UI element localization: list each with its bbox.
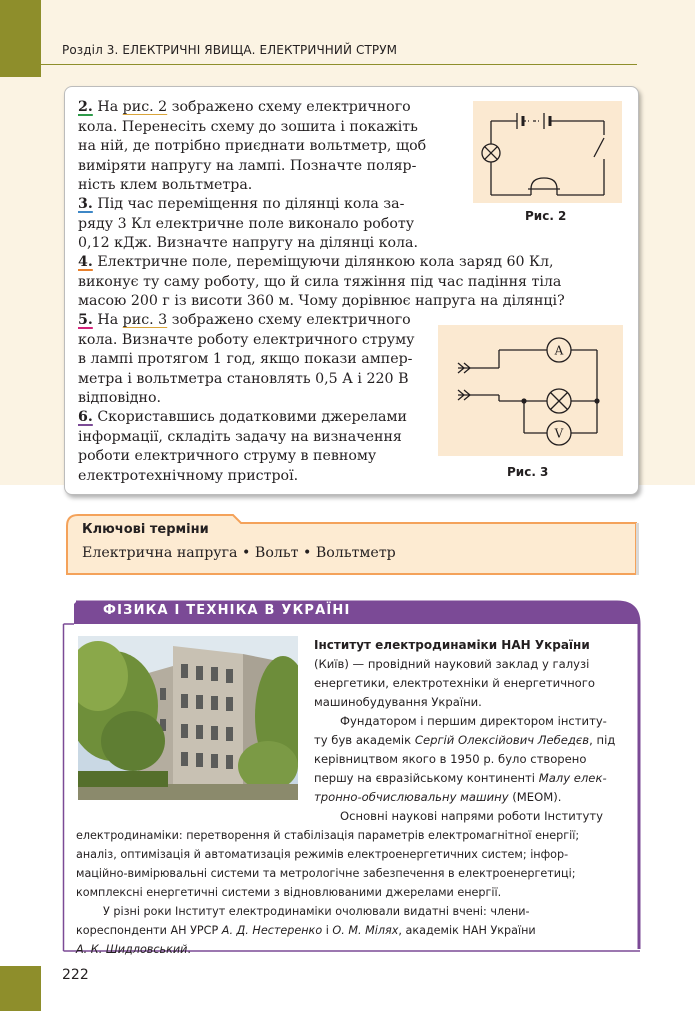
figure-3-circuit [438,325,623,456]
task-4-line-1: 4. Електричне поле, переміщуючи ділянкою кола заряд 60 Кл, [78,254,554,270]
physics-line-13: маційно-вимірювальні системи та метрологічне забезпечення в електроенергетиці; [76,867,576,880]
institute-building-photo [78,636,298,800]
task-5-line-5: відповідно. [78,390,162,406]
task-3-line-3: 0,12 кДж. Визначте напругу на ділянці кола. [78,235,419,251]
physics-line-17: А. К. Шидловський. [76,943,191,956]
physics-line-11: електродинаміки: перетворення й стабілізація параметрів електромагнітної енергії; [76,829,580,842]
task-4-line-2: виконує ту саму роботу, що й сила тяжіння під час падіння тіла [78,273,562,290]
task-5-line-4: метра і вольтметра становлять 0,5 А і 220 В [78,370,409,387]
physics-line-4: машинобудування України. [314,695,482,709]
key-terms-list: Електрична напруга • Вольт • Вольтметр [82,545,396,561]
physics-line-3: енергетики, електротехніки й енергетичного [314,676,595,690]
physics-line-12: аналіз, оптимізація й автоматизація режимів електроенергетичних систем; інфор- [76,848,569,861]
header-tab [0,0,41,77]
task-3-line-2: ряду 3 Кл електричне поле виконало роботу [78,215,415,232]
figure-reference: рис. 2 [122,99,168,115]
figure-3-caption: Рис. 3 [507,465,549,479]
page-number: 222 [62,967,89,983]
task-5-line-1: 5. На рис. 3 зображено схему електричного [78,312,411,328]
task-2-line-2: кола. Перенесіть схему до зошита і покажіть [78,118,418,135]
task-number: 3. [78,196,93,212]
task-number: 2. [78,99,93,115]
physics-line-16: кореспонденти АН УРСР А. Д. Нестеренко і О. М. Мілях, академік НАН України [76,924,536,937]
physics-box-title: ФІЗИКА І ТЕХНІКА В УКРАЇНІ [103,603,351,618]
physics-line-15: У різні роки Інститут електродинаміки очолювали видатні вчені: члени- [103,905,530,918]
task-3-line-1: 3. Під час переміщення по ділянці кола за- [78,196,405,212]
physics-line-9: тронно-обчислювальну машину (МЕОМ). [314,790,562,804]
task-2-line-4: виміряти напругу на лампі. Позначте поляр- [78,157,417,174]
task-number: 5. [78,312,93,328]
physics-line-5: Фундатором і першим директором інститу- [340,714,607,728]
physics-line-6: ту був академік Сергій Олексійович Лебедєв, під [314,733,616,747]
physics-line-10: Основні наукові напрями роботи Інституту [340,809,603,823]
task-6-line-1: 6. Скориставшись додатковими джерелами [78,409,407,425]
task-5-line-2: кола. Визначте роботу електричного струму [78,331,415,348]
physics-line-8: першу на євразійському континенті Малу елек- [314,771,607,785]
figure-2-circuit [473,101,622,203]
physics-line-1: Інститут електродинаміки НАН України [314,638,590,652]
ammeter-label: A [554,343,564,358]
task-number: 4. [78,254,93,270]
task-4-line-3: масою 200 г із висоти 360 м. Чому дорівнює напруга на ділянці? [78,293,565,309]
voltmeter-label: V [554,426,564,441]
section-header: Розділ 3. ЕЛЕКТРИЧНІ ЯВИЩА. ЕЛЕКТРИЧНИЙ СТРУМ [62,43,398,57]
figure-reference: рис. 3 [122,312,168,328]
task-6-line-4: електротехнічному пристрої. [78,467,299,484]
task-number: 6. [78,409,93,425]
figure-2-caption: Рис. 2 [525,209,567,223]
task-6-line-3: роботи електричного струму в певному [78,448,377,464]
task-2-line-3: на ній, де потрібно приєднати вольтметр, щоб [78,138,427,154]
key-terms-title: Ключові терміни [82,522,209,537]
task-2-line-5: ність клем вольтметра. [78,177,253,193]
task-5-line-3: в лампі протягом 1 год, якщо покази ампер- [78,351,413,367]
circuit-diagram-3 [438,325,623,456]
task-6-line-2: інформації, складіть задачу на визначення [78,428,402,445]
task-2-line-1: 2. На рис. 2 зображено схему електричного [78,99,411,115]
physics-line-14: комплексні енергетичні системи з відновлюваними джерелами енергії. [76,886,502,899]
circuit-diagram-2 [473,101,622,203]
footer-tab [0,966,41,1011]
header-rule [41,64,637,65]
physics-line-2: (Київ) — провідний науковий заклад у галузі [314,657,590,671]
physics-line-7: керівництвом якого в 1950 р. було створено [314,752,587,766]
